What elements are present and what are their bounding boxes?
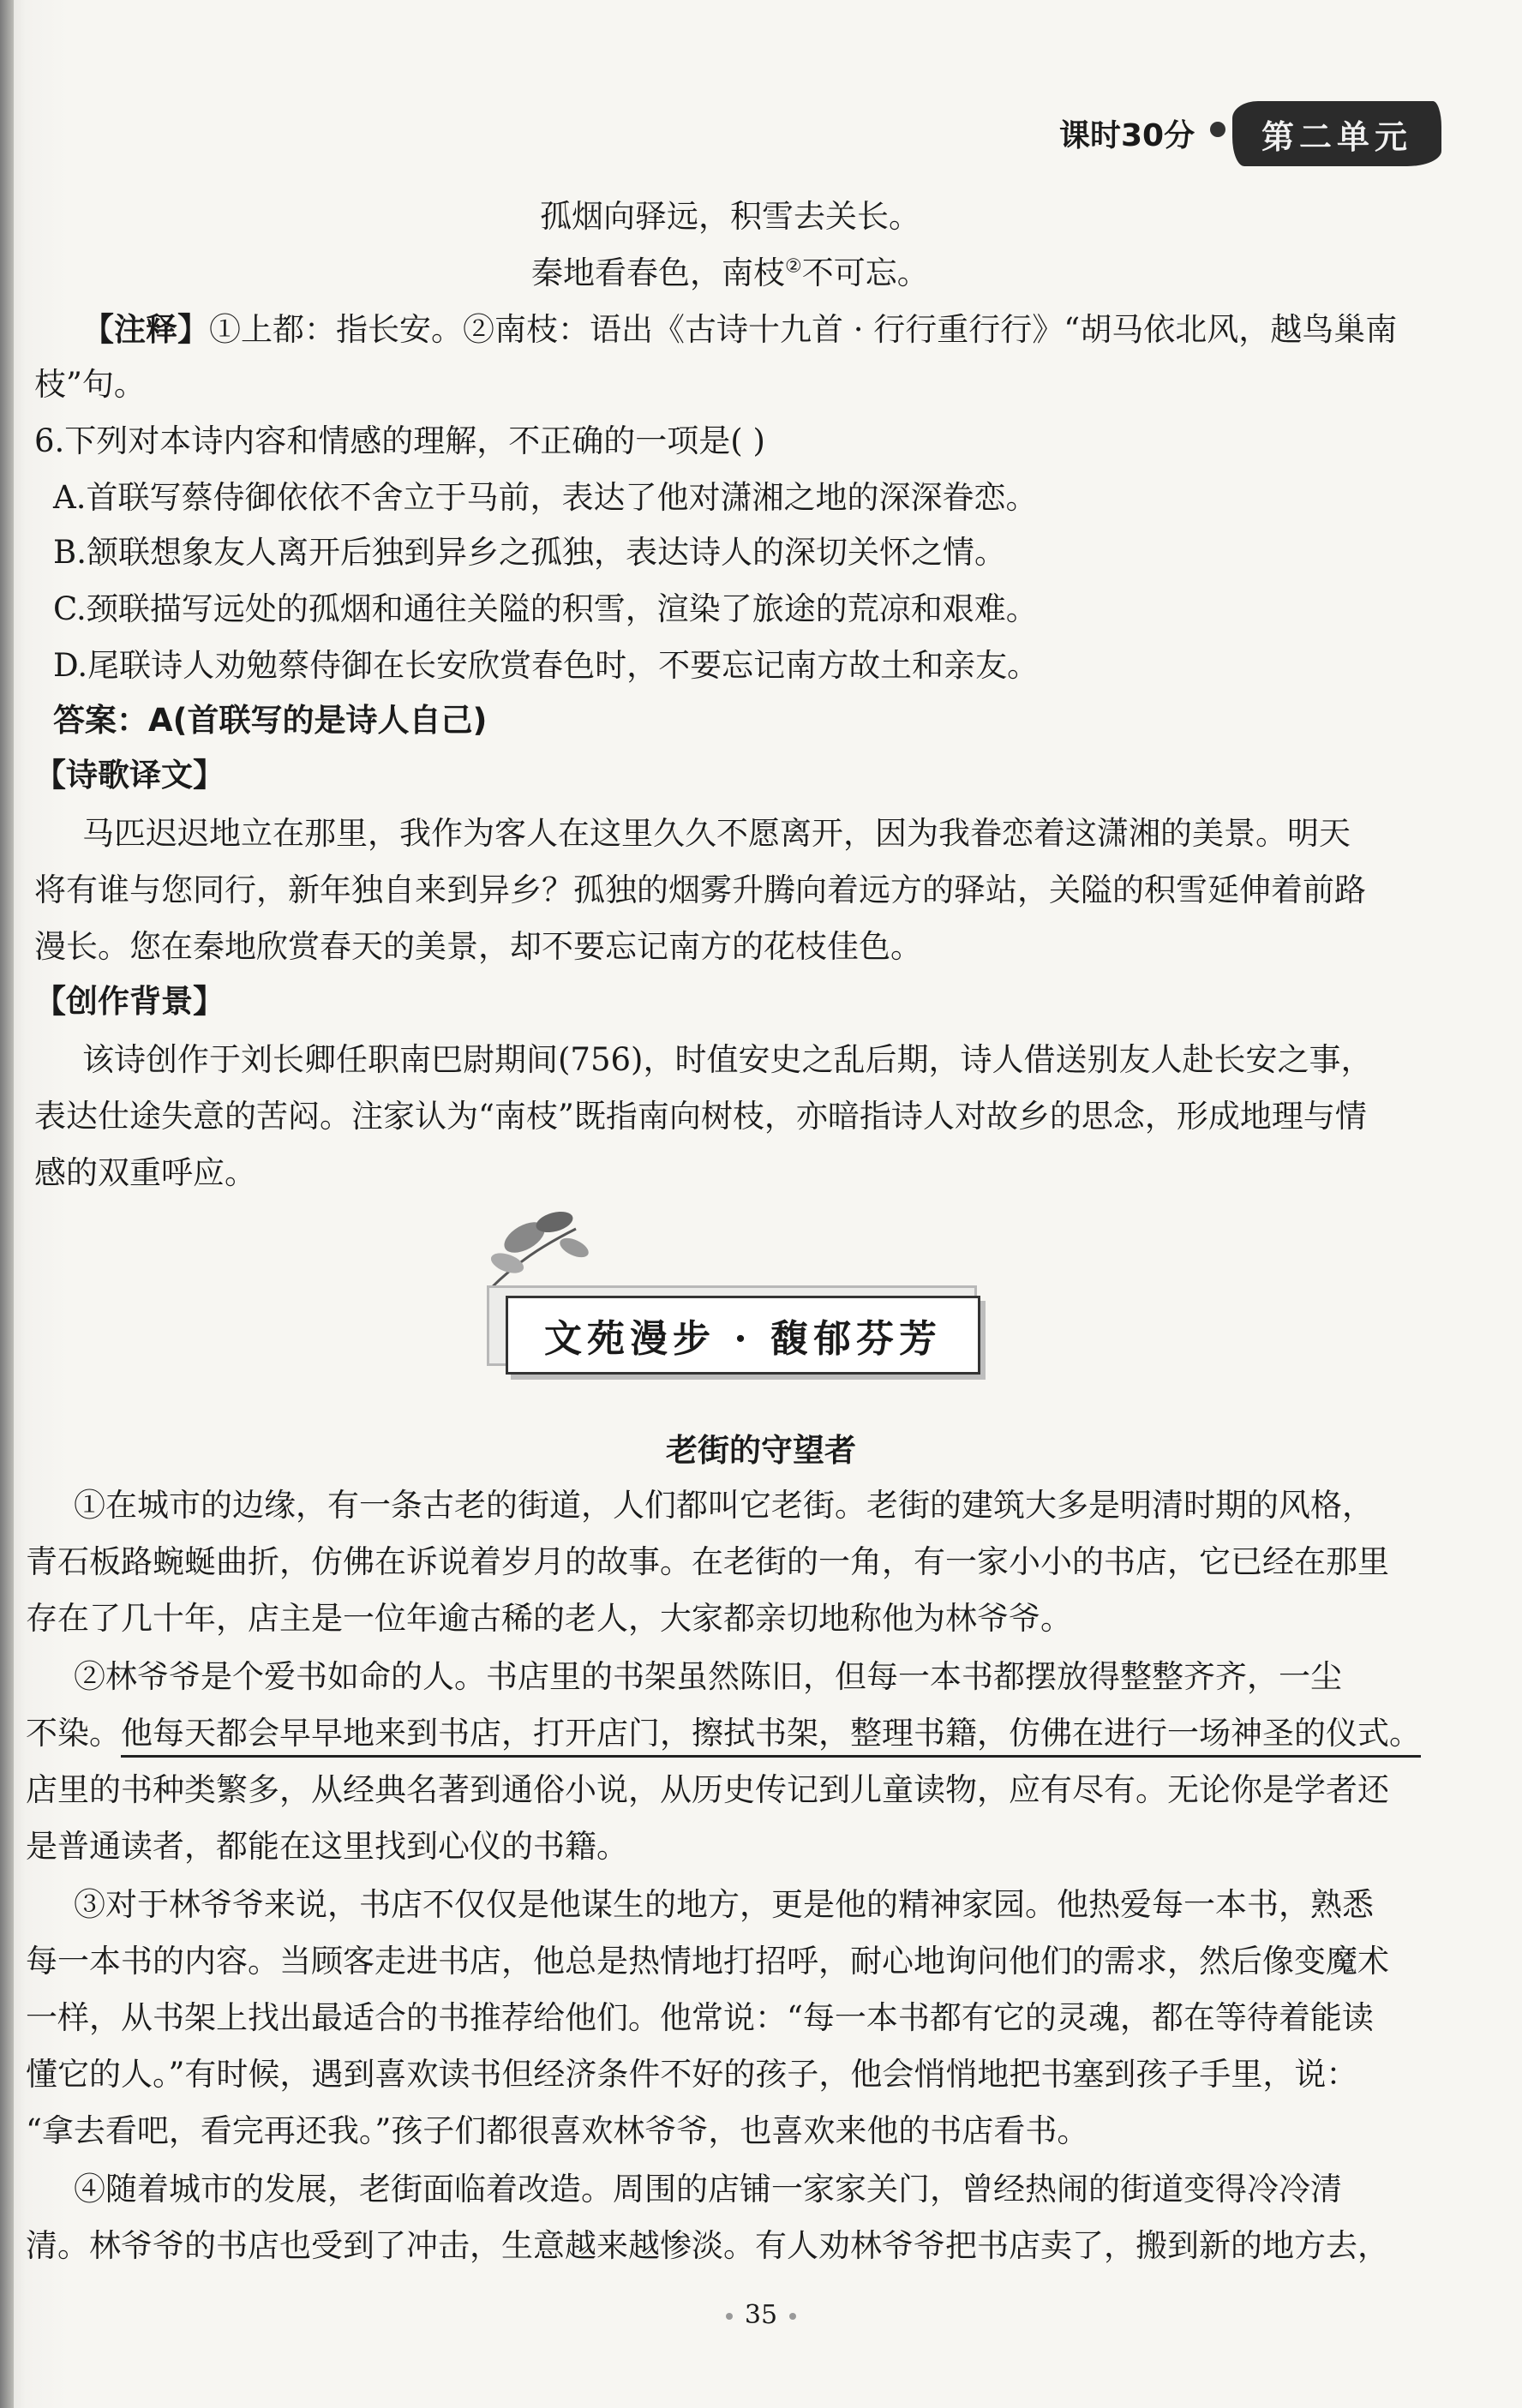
translation-line: 将有谁与您同行，新年独自来到异乡？孤独的烟雾升腾向着远方的驿站，关隘的积雪延伸着前路 [34, 872, 1366, 908]
article-title: 老街的守望者 [666, 1432, 856, 1469]
page-number-dot-right [789, 2313, 796, 2320]
question-option-c: C.颈联描写远处的孤烟和通往关隘的积雪，渲染了旅途的荒凉和艰难。 [53, 590, 1038, 627]
flower-sprig-icon [473, 1203, 602, 1297]
article-p3-line: ③对于林爷爷来说，书店不仅仅是他谋生的地方，更是他的精神家园。他热爱每一本书，熟悉 [74, 1886, 1374, 1923]
header-bullet-icon [1210, 122, 1225, 137]
article-underlined-sentence: 他每天都会早早地来到书店，打开店门，擦拭书架，整理书籍，仿佛在进行一场神圣的仪式。 [121, 1715, 1421, 1758]
poem-line-2-end: 不可忘。 [801, 255, 929, 291]
article-p1-line: ①在城市的边缘，有一条古老的街道，人们都叫它老街。老街的建筑大多是明清时期的风格， [74, 1487, 1374, 1524]
page-number-text: 35 [744, 2300, 778, 2330]
article-p3-line: “拿去看吧，看完再还我。”孩子们都很喜欢林爷爷，也喜欢来他的书店看书。 [26, 2112, 1089, 2149]
translation-line: 马匹迟迟地立在那里，我作为客人在这里久久不愿离开，因为我眷恋着这潇湘的美景。明天 [82, 815, 1351, 852]
header-unit-badge: 第二单元 [1232, 101, 1441, 166]
section-banner-title: 文苑漫步 · 馥郁芬芳 [544, 1317, 942, 1361]
page-number [0, 2300, 1522, 2330]
poem-footnote-mark: ② [785, 255, 802, 278]
answer-text: A(首联写的是诗人自己) [148, 702, 488, 739]
article-p1-line: 存在了几十年，店主是一位年逾古稀的老人，大家都亲切地称他为林爷爷。 [26, 1600, 1072, 1637]
poem-line-2-text: 秦地看春色，南枝 [531, 255, 785, 291]
article-p4-line: ④随着城市的发展，老街面临着改造。周围的店铺一家家关门，曾经热闹的街道变得冷冷清 [74, 2171, 1342, 2207]
article-p2-line: 店里的书种类繁多，从经典名著到通俗小说，从历史传记到儿童读物，应有尽有。无论你是学者还 [26, 1771, 1389, 1808]
page-number-dot-left [726, 2313, 733, 2320]
article-p2-text: 不染。 [26, 1715, 121, 1752]
poem-line-1: 孤烟向驿远，积雪去关长。 [540, 198, 920, 235]
question-option-d: D.尾联诗人劝勉蔡侍御在长安欣赏春色时，不要忘记南方故土和亲友。 [53, 647, 1040, 684]
answer-label: 答案： [53, 702, 148, 739]
background-line: 表达仕途失意的苦闷。注家认为“南枝”既指南向树枝，亦暗指诗人对故乡的思念，形成地理与情 [34, 1098, 1367, 1135]
question-stem: 6.下列对本诗内容和情感的理解，不正确的一项是( ) [34, 422, 765, 459]
header-lesson-label: 课时30分 [1059, 118, 1195, 153]
article-p3-line: 懂它的人。”有时候，遇到喜欢读书但经济条件不好的孩子，他会悄悄地把书塞到孩子手里，说： [26, 2056, 1358, 2093]
article-p2-line: ②林爷爷是个爱书如命的人。书店里的书架虽然陈旧，但每一本书都摆放得整整齐齐，一尘 [74, 1658, 1342, 1695]
book-spine-shadow [0, 0, 14, 2408]
section-banner [506, 1296, 980, 1375]
notes-text-2: 枝”句。 [34, 366, 146, 403]
background-line: 感的双重呼应。 [34, 1154, 256, 1191]
notes-label: 【注释】 [82, 311, 209, 348]
background-heading: 【创作背景】 [34, 983, 225, 1020]
article-p1-line: 青石板路蜿蜒曲折，仿佛在诉说着岁月的故事。在老街的一角，有一家小小的书店，它已经在那里 [26, 1543, 1389, 1580]
question-option-a: A.首联写蔡侍御依依不舍立于马前，表达了他对潇湘之地的深深眷恋。 [53, 479, 1038, 516]
article-p2-line: 是普通读者，都能在这里找到心仪的书籍。 [26, 1828, 628, 1865]
question-option-b: B.颔联想象友人离开后独到异乡之孤独，表达诗人的深切关怀之情。 [53, 534, 1006, 571]
notes-line-1 [82, 311, 1398, 348]
notes-text-1: ①上都：指长安。②南枝：语出《古诗十九首 · 行行重行行》“胡马依北风，越鸟巢南 [209, 311, 1398, 348]
article-p3-line: 一样，从书架上找出最适合的书推荐给他们。他常说：“每一本书都有它的灵魂，都在等待着能读 [26, 1999, 1374, 2036]
article-p3-line: 每一本书的内容。当顾客走进书店，他总是热情地打招呼，耐心地询问他们的需求，然后像变魔术 [26, 1943, 1389, 1980]
translation-line: 漫长。您在秦地欣赏春天的美景，却不要忘记南方的花枝佳色。 [34, 928, 922, 965]
background-line: 该诗创作于刘长卿任职南巴尉期间(756)，时值安史之乱后期，诗人借送别友人赴长安之事， [82, 1041, 1373, 1078]
poem-line-2 [531, 257, 929, 289]
translation-heading: 【诗歌译文】 [34, 757, 225, 794]
question-answer [53, 702, 488, 739]
article-p4-line: 清。林爷爷的书店也受到了冲击，生意越来越惨淡。有人劝林爷爷把书店卖了，搬到新的地方去， [26, 2227, 1389, 2264]
article-p2-line [26, 1715, 1421, 1752]
